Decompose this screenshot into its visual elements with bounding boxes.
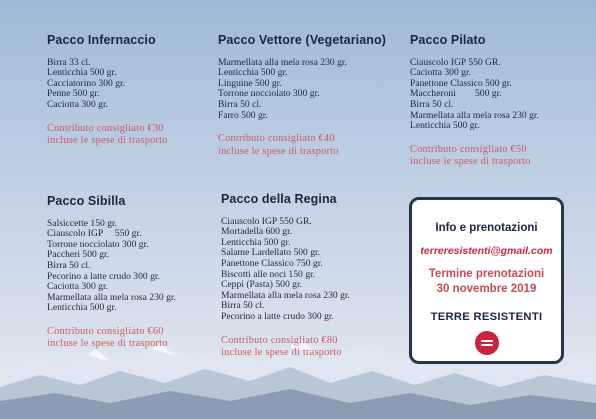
booking-deadline (412, 267, 561, 297)
list-item: Marmellata alla mela rosa 230 gr. (47, 291, 176, 303)
list-item: Marmellata alla mela rosa 230 gr. (410, 109, 539, 121)
list-item: Torrone nocciolato 300 gr. (47, 238, 149, 250)
list-item: Torrone nocciolato 300 gr. (218, 88, 320, 100)
item-list (47, 58, 168, 111)
package-pilato (410, 35, 539, 169)
list-item: Lenticchia 500 gr. (218, 67, 288, 79)
list-item: Marmellata alla mela rosa 230 gr. (218, 56, 347, 68)
list-item: Birra 50 cl. (218, 98, 262, 110)
package-title: Pacco Sibilla (47, 194, 126, 208)
shipping-note: incluse le spese di trasporto (221, 347, 342, 359)
shipping-note: incluse le spese di trasporto (218, 145, 339, 157)
package-title: Pacco della Regina (221, 192, 337, 206)
list-item: Ciauscolo IGP 550 GR. (221, 215, 312, 227)
list-item: Panettone Classico 750 gr. (221, 257, 323, 269)
list-item: Salsiccette 150 gr. (47, 217, 118, 229)
list-item: Penne 500 gr. (47, 88, 100, 100)
contribution-amount: Contributo consigliato €30 (47, 122, 164, 134)
package-title: Pacco Vettore (Vegetariano) (218, 33, 387, 47)
contribution-note (47, 123, 168, 148)
list-item: Ciauscolo IGP 550 GR. (410, 56, 501, 68)
contribution-note (218, 133, 386, 158)
item-list (221, 217, 350, 323)
list-item: Ceppi (Pasta) 500 gr. (221, 279, 303, 291)
package-infernaccio (47, 35, 168, 148)
list-item: Linguine 500 gr. (218, 77, 282, 89)
list-item: Birra 33 cl. (47, 56, 91, 68)
list-item: Lenticchia 500 gr. (47, 302, 117, 314)
list-item: Birra 50 cl. (47, 259, 91, 271)
list-item: Farro 500 gr. (218, 109, 268, 121)
package-della-regina (221, 194, 350, 360)
contribution-note (410, 144, 539, 169)
contribution-amount: Contributo consigliato €40 (218, 133, 335, 145)
deadline-label: Termine prenotazioni (428, 268, 545, 280)
list-item: Cacciatorino 300 gr. (47, 77, 126, 89)
list-item: Birra 50 cl. (410, 98, 454, 110)
list-item: Salame Lardellato 500 gr. (221, 247, 321, 259)
list-item: Ciauscolo IGP 550 gr. (47, 228, 142, 240)
list-item: Mortadella 600 gr. (221, 226, 293, 238)
package-title: Pacco Infernaccio (47, 33, 156, 47)
contribution-note (47, 326, 176, 351)
package-sibilla (47, 196, 176, 351)
contribution-note (221, 335, 350, 360)
email-link[interactable]: terreresistenti@gmail.com (420, 245, 553, 257)
list-item: Lenticchia 500 gr. (221, 236, 291, 248)
terre-resistenti-logo-icon (475, 331, 499, 355)
list-item: Lenticchia 500 gr. (47, 67, 117, 79)
package-title: Pacco Pilato (410, 33, 486, 47)
list-item: Caciotta 300 gr. (47, 98, 109, 110)
list-item: Pecorino a latte crudo 300 gr. (221, 310, 334, 322)
list-item: Lenticchia 500 gr. (410, 120, 480, 132)
deadline-date: 30 novembre 2019 (436, 283, 537, 295)
list-item: Marmellata alla mela rosa 230 gr. (221, 289, 350, 301)
list-item: Panettone Classico 500 gr. (410, 77, 512, 89)
list-item: Biscotti alle noci 150 gr. (221, 268, 316, 280)
brand-name: TERRE RESISTENTI (430, 311, 543, 323)
shipping-note: incluse le spese di trasporto (410, 156, 531, 168)
package-vettore (218, 35, 386, 158)
item-list (218, 58, 386, 122)
list-item: Caciotta 300 gr. (47, 281, 109, 293)
list-item: Birra 50 cl. (221, 300, 265, 312)
shipping-note: incluse le spese di trasporto (47, 338, 168, 350)
contribution-amount: Contributo consigliato €80 (221, 334, 338, 346)
list-item: Paccheri 500 gr. (47, 249, 110, 261)
info-box (409, 197, 564, 364)
item-list (410, 58, 539, 132)
shipping-note: incluse le spese di trasporto (47, 135, 168, 147)
info-title: Info e prenotazioni (435, 222, 538, 234)
contribution-amount: Contributo consigliato €50 (410, 143, 527, 155)
item-list (47, 219, 176, 314)
list-item: Pecorino a latte crudo 300 gr. (47, 270, 160, 282)
contribution-amount: Contributo consigliato €60 (47, 325, 164, 337)
list-item: Caciotta 300 gr. (410, 67, 472, 79)
list-item: Maccheroni 500 gr. (410, 88, 502, 100)
